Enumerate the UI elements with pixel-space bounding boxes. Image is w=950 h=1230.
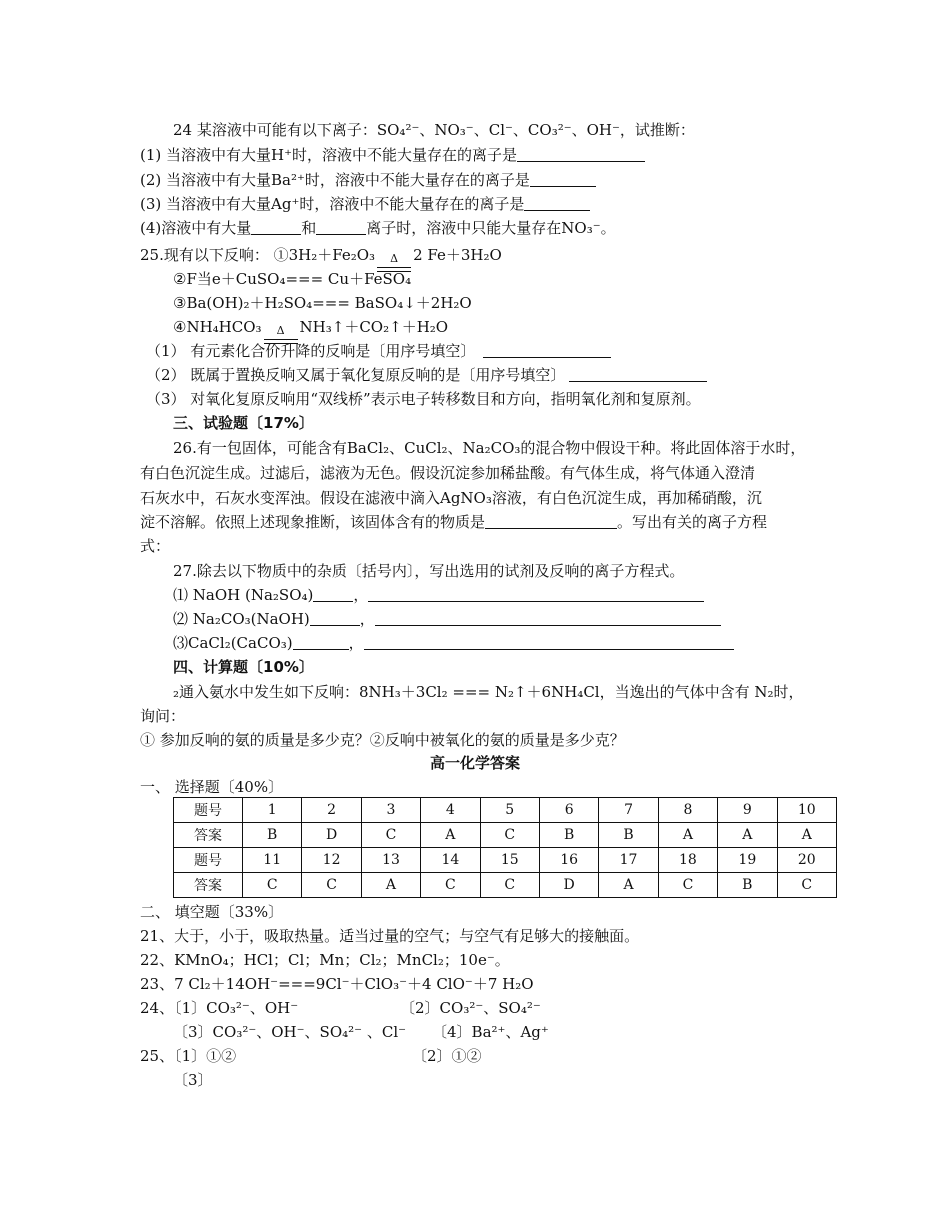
q25-sub2: [146, 364, 707, 386]
q26-line4-text-a: 淀不溶解。依照上述现象推断，该固体含有的物质是: [140, 513, 486, 531]
table-cell: 2: [302, 798, 361, 823]
table-cell: B: [599, 823, 658, 848]
q26-line2: 有白色沉淀生成。过滤后，滤液为无色。假设沉淀参加稀盐酸。有气体生成，将气体通入澄清: [140, 464, 756, 482]
comma: ，: [353, 586, 369, 604]
table-cell: C: [777, 873, 836, 898]
q26-line3: 石灰水中，石灰水变浑浊。假设在滤液中滴入AgNO₃溶液，有白色沉淀生成，再加稀硝酸，沉: [140, 489, 762, 507]
q24-part4-text-a: (4)溶液中有大量: [140, 219, 252, 237]
section-heading: 四、计算题〔10%〕: [173, 658, 314, 676]
answer-blank[interactable]: [251, 218, 301, 235]
table-cell: C: [421, 873, 480, 898]
table-cell: A: [718, 823, 777, 848]
table-cell: A: [658, 823, 717, 848]
q24-part1-text: (1) 当溶液中有大量H⁺时，溶液中不能大量存在的离子是: [140, 146, 518, 164]
delta-symbol: Δ: [276, 324, 285, 337]
table-cell: B: [718, 873, 777, 898]
table-cell: C: [243, 873, 302, 898]
q24-part3: [140, 193, 590, 215]
q24-part4: [140, 217, 616, 239]
answer-25-part1: 25、〔1〕①②: [140, 1047, 237, 1065]
answer-22: 22、KMnO₄；HCl；Cl；Mn；Cl₂；MnCl₂；10e⁻。: [140, 951, 510, 969]
comma: ，: [348, 634, 364, 652]
table-cell: 18: [658, 848, 717, 873]
row-header: 答案: [174, 823, 243, 848]
q24-part4-text-c: 离子时，溶液中只能大量存在NO₃⁻。: [366, 219, 616, 237]
table-cell: 4: [421, 798, 480, 823]
answer-24-part1: 24、〔1〕CO₃²⁻、OH⁻: [140, 999, 299, 1017]
table-cell: B: [243, 823, 302, 848]
table-cell: 19: [718, 848, 777, 873]
table-cell: 11: [243, 848, 302, 873]
answer-blank[interactable]: [483, 341, 611, 358]
answer-blank[interactable]: [485, 512, 617, 529]
q24-stem: 24 某溶液中可能有以下离子：SO₄²⁻、NO₃⁻、Cl⁻、CO₃²⁻、OH⁻，试推断：: [173, 121, 695, 139]
q27-item3: [173, 632, 734, 654]
answer-21: 21、大于，小于，吸取热量。适当过量的空气；与空气有足够大的接触面。: [140, 927, 640, 945]
q26-line4-text-b: 。写出有关的离子方程: [617, 513, 768, 531]
q24-part4-text-b: 和: [301, 219, 317, 237]
answer-24-part3: 〔3〕CO₃²⁻、OH⁻、SO₄²⁻ 、Cl⁻: [173, 1023, 407, 1041]
reaction3: ③Ba(OH)₂＋H₂SO₄=== BaSO₄↓＋2H₂O: [173, 294, 472, 312]
section-heading: 三、试验题〔17%〕: [173, 414, 314, 432]
answer-blank[interactable]: [364, 633, 734, 650]
q28-line1: ₂通入氨水中发生如下反响：8NH₃＋3Cl₂ === N₂↑＋6NH₄Cl，当逸出的气体中含有 N₂时，: [173, 683, 804, 701]
row-header: 题号: [174, 798, 243, 823]
table-row: [174, 823, 837, 848]
q25-stem: [140, 244, 502, 266]
table-cell: 6: [539, 798, 598, 823]
table-cell: 5: [480, 798, 539, 823]
q27-item2-text: ⑵ Na₂CO₃(NaOH): [173, 610, 310, 628]
q27-item1: [173, 584, 704, 606]
table-cell: A: [777, 823, 836, 848]
reaction4-right: NH₃↑＋CO₂↑＋H₂O: [299, 318, 449, 336]
table-cell: 10: [777, 798, 836, 823]
q24-part2-text: (2) 当溶液中有大量Ba²⁺时，溶液中不能大量存在的离子是: [140, 171, 530, 189]
answer-25-part3: 〔3〕: [173, 1071, 213, 1089]
table-cell: 8: [658, 798, 717, 823]
answers-section1: 一、 选择题〔40%〕: [140, 778, 284, 796]
table-cell: A: [421, 823, 480, 848]
answer-25-part2: 〔2〕①②: [412, 1047, 482, 1065]
reaction2: ②F当e＋CuSO₄=== Cu＋FeSO₄: [173, 270, 412, 288]
answer-blank[interactable]: [569, 365, 707, 382]
table-row: [174, 798, 837, 823]
answer-blank[interactable]: [293, 633, 349, 650]
q24-part3-text: (3) 当溶液中有大量Ag⁺时，溶液中不能大量存在的离子是: [140, 195, 525, 213]
table-cell: C: [480, 873, 539, 898]
comma: ，: [359, 610, 375, 628]
table-cell: C: [302, 873, 361, 898]
table-cell: 20: [777, 848, 836, 873]
q26-line4: [140, 511, 767, 533]
q25-sub1: [146, 340, 611, 362]
answer-blank[interactable]: [313, 585, 353, 602]
table-cell: 9: [718, 798, 777, 823]
answers-title: 高一化学答案: [429, 754, 520, 772]
table-cell: 12: [302, 848, 361, 873]
q28-line3: ① 参加反响的氨的质量是多少克？②反响中被氧化的氨的质量是多少克？: [140, 731, 625, 749]
answer-blank[interactable]: [530, 170, 596, 187]
row-header: 题号: [174, 848, 243, 873]
table-cell: C: [361, 823, 420, 848]
table-cell: 17: [599, 848, 658, 873]
q27-item2: [173, 608, 721, 630]
table-cell: 13: [361, 848, 420, 873]
reaction1-right: 2 Fe＋3H₂O: [413, 246, 502, 264]
answer-blank[interactable]: [375, 609, 721, 626]
delta-symbol: Δ: [390, 252, 399, 265]
q24-part2: [140, 169, 596, 191]
q27-item3-text: ⑶CaCl₂(CaCO₃): [173, 634, 293, 652]
table-cell: 15: [480, 848, 539, 873]
q25-sub2-text: （2） 既属于置换反响又属于氧化复原反响的是〔用序号填空〕: [146, 366, 566, 384]
answer-table: [173, 797, 837, 898]
table-cell: A: [361, 873, 420, 898]
table-row: [174, 873, 837, 898]
table-cell: B: [539, 823, 598, 848]
table-cell: 14: [421, 848, 480, 873]
table-cell: 16: [539, 848, 598, 873]
q26-line1: 26.有一包固体，可能含有BaCl₂、CuCl₂、Na₂CO₃的混合物中假设干种。将此固体溶于水时，: [173, 439, 806, 457]
answer-blank[interactable]: [310, 609, 360, 626]
q26-line5: 式：: [140, 537, 171, 555]
table-cell: D: [539, 873, 598, 898]
answer-blank[interactable]: [316, 218, 366, 235]
table-cell: 7: [599, 798, 658, 823]
answer-blank[interactable]: [524, 194, 590, 211]
answers-section2: 二、 填空题〔33%〕: [140, 903, 284, 921]
q25-sub3: （3） 对氧化复原反响用“双线桥”表示电子转移数目和方向，指明氧化剂和复原剂。: [146, 390, 701, 408]
answer-24-part2: 〔2〕CO₃²⁻、SO₄²⁻: [400, 999, 541, 1017]
answer-blank[interactable]: [517, 145, 645, 162]
row-header: 答案: [174, 873, 243, 898]
q27-stem: 27.除去以下物质中的杂质〔括号内〕，写出选用的试剂及反响的离子方程式。: [173, 562, 685, 580]
answer-23: 23、7 Cl₂＋14OH⁻===9Cl⁻＋ClO₃⁻＋4 ClO⁻＋7 H₂O: [140, 975, 534, 993]
q25-sub1-text: （1） 有元素化合价升降的反响是〔用序号填空〕: [146, 342, 476, 360]
table-row: [174, 848, 837, 873]
reaction1-left: 25.现有以下反响： ①3H₂＋Fe₂O₃: [140, 246, 376, 264]
q24-part1: [140, 144, 645, 166]
table-cell: A: [599, 873, 658, 898]
table-cell: 3: [361, 798, 420, 823]
answer-24-part4: 〔4〕Ba²⁺、Ag⁺: [432, 1023, 549, 1041]
reaction4-left: ④NH₄HCO₃: [173, 318, 262, 336]
table-cell: C: [658, 873, 717, 898]
q28-line2: 询问：: [140, 707, 186, 725]
table-cell: 1: [243, 798, 302, 823]
q27-item1-text: ⑴ NaOH (Na₂SO₄): [173, 586, 314, 604]
table-cell: D: [302, 823, 361, 848]
answer-blank[interactable]: [368, 585, 704, 602]
table-cell: C: [480, 823, 539, 848]
reaction4: [173, 316, 448, 338]
